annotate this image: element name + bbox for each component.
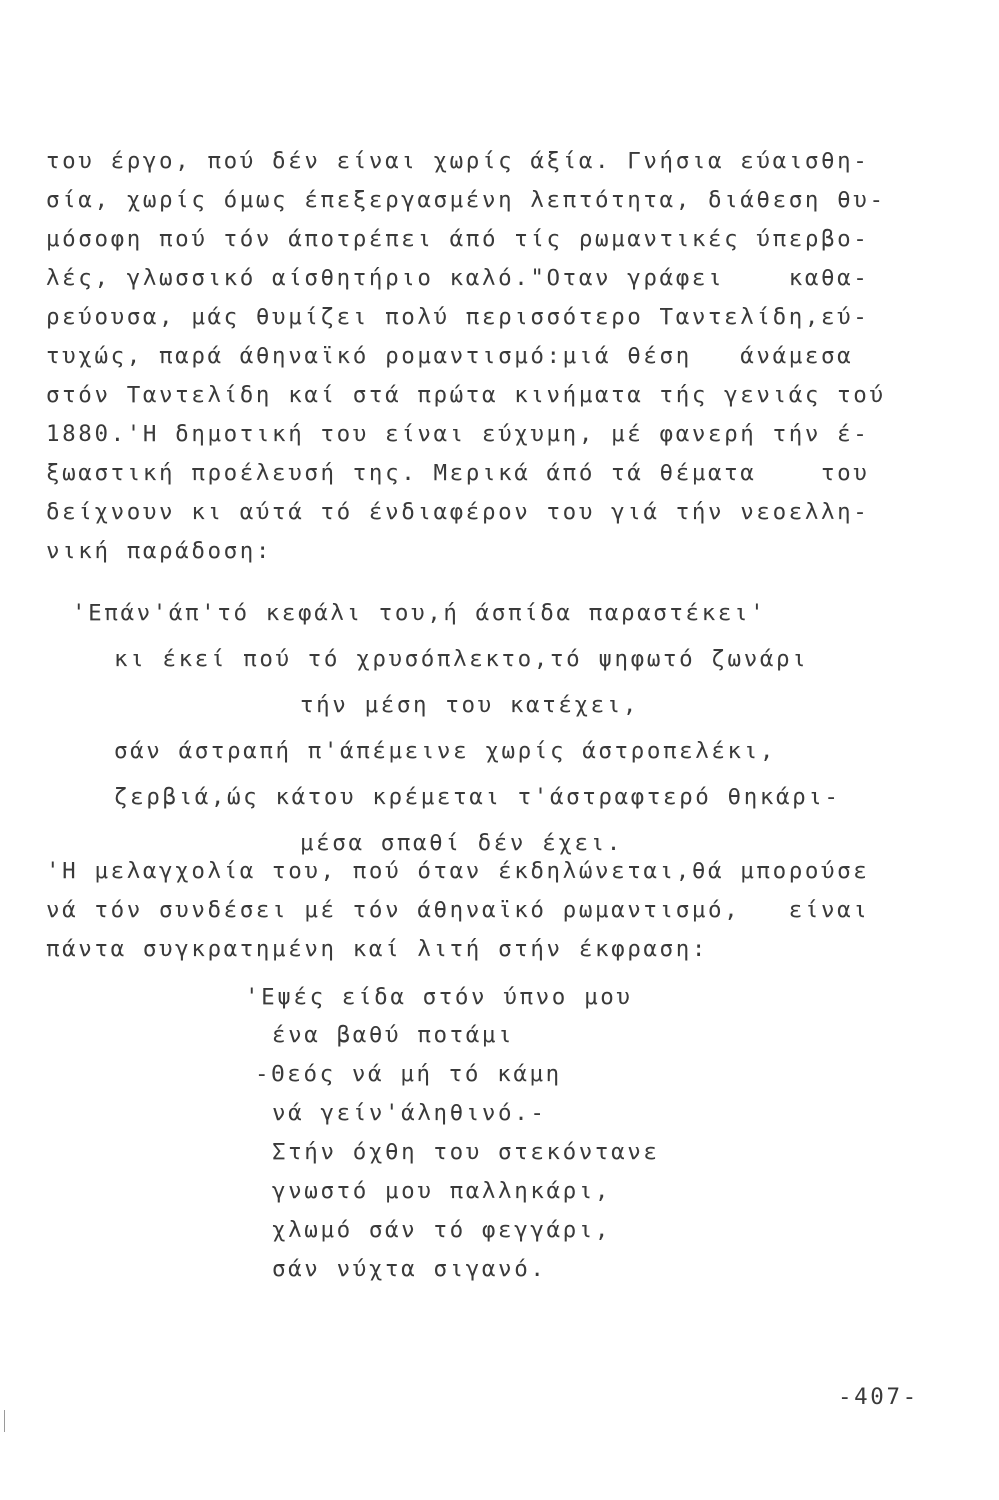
- verse-line: γνωστό μου παλληκάρι,: [272, 1178, 612, 1204]
- prose-line: μόσοφη πού τόν άποτρέπει άπό τίς ρωμαντικές ύπερβο-: [46, 226, 870, 252]
- prose-line: 1880.'Η δημοτική του είναι εύχυμη, μέ φανερή τήν έ-: [46, 421, 870, 447]
- prose-line: λές, γλωσσικό αίσθητήριο καλό."Οταν γράφει καθα-: [46, 265, 870, 291]
- verse-line: σάν άστραπή π'άπέμεινε χωρίς άστροπελέκι,: [114, 738, 776, 764]
- verse-line: χλωμό σάν τό φεγγάρι,: [272, 1217, 612, 1243]
- verse-line: μέσα σπαθί δέν έχει.: [300, 830, 623, 856]
- prose-line: δείχνουν κι αύτά τό ένδιαφέρον του γιά τήν νεοελλη-: [46, 499, 870, 525]
- verse-line: -Θεός νά μή τό κάμη: [255, 1061, 562, 1087]
- verse-line: τήν μέση του κατέχει,: [300, 692, 640, 718]
- prose-line: 'Η μελαγχολία του, πού όταν έκδηλώνεται,θά μπορούσε: [46, 858, 870, 884]
- scan-edge-mark: [4, 1410, 5, 1432]
- prose-line: νική παράδοση:: [46, 538, 273, 564]
- verse-line: Στήν όχθη του στεκόντανε: [272, 1139, 660, 1165]
- verse-line: σάν νύχτα σιγανό.: [272, 1256, 547, 1282]
- verse-line: νά γείν'άληθινό.-: [272, 1100, 547, 1126]
- verse-line: 'Επάν'άπ'τό κεφάλι του,ή άσπίδα παραστέκει': [72, 600, 767, 626]
- prose-line: ξωαστική προέλευσή της. Μερικά άπό τά θέματα του: [46, 460, 870, 486]
- verse-line: ζερβιά,ώς κάτου κρέμεται τ'άστραφτερό θηκάρι-: [114, 784, 841, 810]
- prose-line: του έργο, πού δέν είναι χωρίς άξία. Γνήσια εύαισθη-: [46, 148, 870, 174]
- verse-line: κι έκεί πού τό χρυσόπλεκτο,τό ψηφωτό ζωνάρι: [114, 646, 809, 672]
- prose-line: τυχώς, παρά άθηναϊκό ρομαντισμό:μιά θέση άνάμεσα: [46, 343, 854, 369]
- prose-line: πάντα συγκρατημένη καί λιτή στήν έκφραση:: [46, 936, 708, 962]
- verse-line: ένα βαθύ ποτάμι: [272, 1022, 515, 1048]
- verse-line: 'Εψές είδα στόν ύπνο μου: [245, 984, 633, 1010]
- prose-line: στόν Ταντελίδη καί στά πρώτα κινήματα τής γενιάς τού: [46, 382, 886, 408]
- page-number: -407-: [838, 1384, 919, 1410]
- prose-line: ρεύουσα, μάς θυμίζει πολύ περισσότερο Ταντελίδη,εύ-: [46, 304, 870, 330]
- prose-line: σία, χωρίς όμως έπεξεργασμένη λεπτότητα, διάθεση θυ-: [46, 187, 886, 213]
- prose-line: νά τόν συνδέσει μέ τόν άθηναϊκό ρωμαντισμό, είναι: [46, 897, 870, 923]
